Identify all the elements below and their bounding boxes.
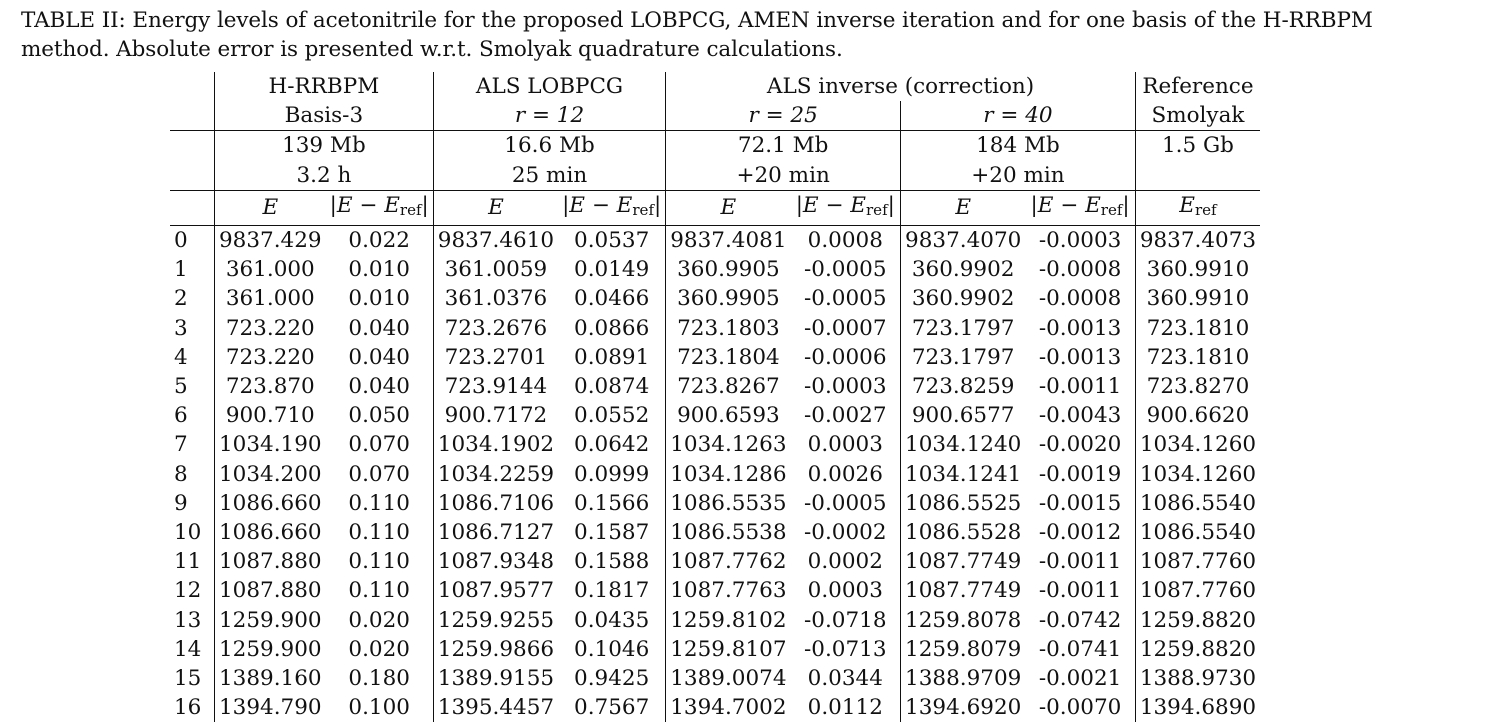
cell-lobpcg-E: 361.0376 (433, 284, 558, 313)
cell-r25-err: 0.0008 (807, 228, 883, 254)
cell-r25-E: 1087.7762 (666, 547, 791, 576)
method-als-lobpcg: ALS LOBPCG (433, 72, 665, 101)
cell-r25-err: -0.0005 (804, 286, 887, 312)
cell-lobpcg-E: 1259.9255 (433, 606, 558, 635)
cell-r40-E: 1259.8079 (901, 635, 1026, 664)
cell-lobpcg-err: 0.0999 (574, 461, 650, 487)
header-row-columns (170, 190, 1260, 225)
cell-lobpcg-E: 1086.7127 (433, 518, 558, 547)
cell-r25-E: 723.8267 (666, 372, 791, 401)
cell-hrrbpm-err: 0.022 (348, 228, 410, 254)
cell-lobpcg-E: 723.2701 (433, 343, 558, 372)
cell-r40-err: -0.0070 (1038, 695, 1122, 721)
cell-reference-E: 1034.1260 (1135, 430, 1260, 459)
cell-level-index: 8 (174, 461, 188, 487)
cell-level-index: 16 (174, 695, 202, 721)
table-row (170, 518, 1260, 547)
mem-hrrbpm: 139 Mb (215, 131, 434, 161)
cell-hrrbpm-err: 0.110 (348, 578, 410, 604)
table-row (170, 226, 1260, 256)
cell-r40-E: 1388.9709 (901, 664, 1026, 693)
cell-r25-E: 900.6593 (666, 401, 791, 430)
cell-r40-err: -0.0012 (1038, 520, 1122, 546)
cell-r40-err: -0.0003 (1038, 228, 1122, 254)
cell-hrrbpm-err: 0.040 (348, 344, 410, 370)
cell-reference-E: 1388.9730 (1135, 664, 1260, 693)
table-row (170, 489, 1260, 518)
table-row (170, 314, 1260, 343)
time-r25: +20 min (666, 161, 901, 191)
cell-hrrbpm-E: 1034.200 (215, 460, 326, 489)
cell-r25-E: 360.9905 (666, 284, 791, 313)
cell-lobpcg-err: 0.0466 (574, 286, 650, 312)
table-row (170, 430, 1260, 459)
cell-lobpcg-err: 0.1817 (574, 578, 650, 604)
energy-levels-table (170, 72, 1260, 722)
cell-level-index: 10 (174, 520, 202, 546)
cell-r25-E: 9837.4081 (666, 226, 791, 256)
col-r40-err: $|E - E_{ref}|$ (1025, 190, 1135, 225)
time-reference (1135, 161, 1260, 191)
cell-lobpcg-err: 0.9425 (574, 666, 650, 692)
cell-reference-E: 1086.5540 (1135, 518, 1260, 547)
cell-r25-E: 1389.0074 (666, 664, 791, 693)
cell-reference-E: 1087.7760 (1135, 547, 1260, 576)
cell-lobpcg-E: 1395.4457 (433, 693, 558, 722)
cell-r25-err: 0.0002 (807, 549, 883, 575)
cell-r40-err: -0.0741 (1038, 636, 1122, 662)
param-smolyak: Smolyak (1135, 101, 1260, 131)
cell-lobpcg-err: 0.0866 (574, 315, 650, 341)
table-row (170, 372, 1260, 401)
cell-lobpcg-E: 361.0059 (433, 255, 558, 284)
cell-r25-E: 723.1804 (666, 343, 791, 372)
cell-lobpcg-E: 1389.9155 (433, 664, 558, 693)
cell-r25-err: -0.0027 (804, 403, 887, 429)
cell-r40-E: 1087.7749 (901, 576, 1026, 605)
cell-reference-E: 1259.8820 (1135, 606, 1260, 635)
cell-r25-err: -0.0718 (804, 607, 887, 633)
cell-r25-E: 1086.5538 (666, 518, 791, 547)
cell-hrrbpm-err: 0.040 (348, 374, 410, 400)
cell-hrrbpm-E: 1394.790 (215, 693, 326, 722)
cell-lobpcg-E: 723.9144 (433, 372, 558, 401)
cell-r40-E: 900.6577 (901, 401, 1026, 430)
cell-hrrbpm-err: 0.020 (348, 636, 410, 662)
cell-lobpcg-E: 1034.2259 (433, 460, 558, 489)
header-row-time (170, 161, 1260, 191)
cell-level-index: 12 (174, 578, 202, 604)
cell-lobpcg-err: 0.0642 (574, 432, 650, 458)
cell-r25-E: 1034.1263 (666, 430, 791, 459)
time-lobpcg: 25 min (433, 161, 665, 191)
cell-r40-err: -0.0011 (1038, 578, 1122, 604)
time-r40: +20 min (901, 161, 1136, 191)
cell-r25-err: -0.0002 (804, 520, 887, 546)
cell-level-index: 13 (174, 607, 202, 633)
cell-reference-E: 723.1810 (1135, 314, 1260, 343)
cell-r25-E: 1087.7763 (666, 576, 791, 605)
cell-r40-err: -0.0742 (1038, 607, 1122, 633)
table-row (170, 460, 1260, 489)
col-r25-err: $|E - E_{ref}|$ (791, 190, 901, 225)
energy-table-container (170, 72, 1260, 722)
param-r12: r = 12 (433, 101, 665, 131)
cell-lobpcg-err: 0.0435 (574, 607, 650, 633)
cell-r25-err: 0.0112 (807, 695, 883, 721)
cell-level-index: 9 (174, 490, 188, 516)
cell-lobpcg-E: 1086.7106 (433, 489, 558, 518)
cell-r40-E: 9837.4070 (901, 226, 1026, 256)
cell-lobpcg-err: 0.0149 (574, 257, 650, 283)
cell-hrrbpm-err: 0.040 (348, 315, 410, 341)
table-row (170, 255, 1260, 284)
cell-r40-err: -0.0013 (1038, 344, 1122, 370)
cell-reference-E: 1394.6890 (1135, 693, 1260, 722)
header-row-memory (170, 131, 1260, 161)
cell-hrrbpm-err: 0.010 (348, 257, 410, 283)
header-row-params (170, 101, 1260, 131)
param-r40: r = 40 (901, 101, 1136, 131)
cell-lobpcg-E: 723.2676 (433, 314, 558, 343)
cell-lobpcg-err: 0.7567 (574, 695, 650, 721)
mem-lobpcg: 16.6 Mb (433, 131, 665, 161)
cell-r40-E: 1394.6920 (901, 693, 1026, 722)
cell-lobpcg-err: 0.0874 (574, 374, 650, 400)
cell-hrrbpm-E: 1259.900 (215, 635, 326, 664)
cell-hrrbpm-err: 0.020 (348, 607, 410, 633)
mem-r40: 184 Mb (901, 131, 1136, 161)
col-r25-E: E (666, 190, 791, 225)
cell-level-index: 6 (174, 403, 188, 429)
caption-line-1: TABLE II: Energy levels of acetonitrile for the proposed LOBPCG, AMEN inverse iteration and for one basis of the H-RRBPM (21, 8, 1373, 33)
cell-reference-E: 1086.5540 (1135, 489, 1260, 518)
table-caption (21, 6, 1471, 64)
cell-level-index: 7 (174, 432, 188, 458)
mem-r25: 72.1 Mb (666, 131, 901, 161)
cell-lobpcg-E: 9837.4610 (433, 226, 558, 256)
method-reference: Reference (1135, 72, 1260, 101)
cell-hrrbpm-E: 1087.880 (215, 547, 326, 576)
cell-r25-E: 1086.5535 (666, 489, 791, 518)
cell-level-index: 15 (174, 666, 202, 692)
cell-reference-E: 9837.4073 (1135, 226, 1260, 256)
cell-r40-err: -0.0011 (1038, 549, 1122, 575)
cell-reference-E: 723.1810 (1135, 343, 1260, 372)
cell-r40-E: 360.9902 (901, 255, 1026, 284)
cell-hrrbpm-E: 1259.900 (215, 606, 326, 635)
cell-lobpcg-err: 0.0537 (574, 228, 650, 254)
cell-r25-err: -0.0005 (804, 257, 887, 283)
cell-r40-err: -0.0019 (1038, 461, 1122, 487)
cell-r40-E: 1087.7749 (901, 547, 1026, 576)
cell-lobpcg-E: 1034.1902 (433, 430, 558, 459)
cell-r40-E: 1086.5525 (901, 489, 1026, 518)
cell-lobpcg-err: 0.0552 (574, 403, 650, 429)
cell-hrrbpm-err: 0.070 (348, 461, 410, 487)
cell-r25-E: 1034.1286 (666, 460, 791, 489)
cell-r40-E: 723.8259 (901, 372, 1026, 401)
cell-hrrbpm-E: 1086.660 (215, 489, 326, 518)
cell-level-index: 5 (174, 374, 188, 400)
cell-r40-err: -0.0020 (1038, 432, 1122, 458)
cell-r40-err: -0.0008 (1038, 257, 1122, 283)
cell-hrrbpm-E: 723.220 (215, 343, 326, 372)
cell-lobpcg-err: 0.1046 (574, 636, 650, 662)
cell-hrrbpm-E: 1087.880 (215, 576, 326, 605)
cell-r25-E: 360.9905 (666, 255, 791, 284)
cell-reference-E: 723.8270 (1135, 372, 1260, 401)
cell-r25-err: 0.0003 (807, 432, 883, 458)
cell-lobpcg-err: 0.0891 (574, 344, 650, 370)
table-row (170, 576, 1260, 605)
cell-r40-err: -0.0015 (1038, 490, 1122, 516)
cell-r25-err: 0.0003 (807, 578, 883, 604)
cell-r40-err: -0.0013 (1038, 315, 1122, 341)
cell-level-index: 1 (174, 257, 188, 283)
cell-r25-err: -0.0007 (804, 315, 887, 341)
cell-r25-err: -0.0713 (804, 636, 887, 662)
cell-hrrbpm-err: 0.110 (348, 520, 410, 546)
method-als-inverse: ALS inverse (correction) (666, 72, 1136, 101)
method-hrrbpm: H-RRBPM (215, 72, 434, 101)
cell-r40-E: 1259.8078 (901, 606, 1026, 635)
caption-line-2: method. Absolute error is presented w.r.t. Smolyak quadrature calculations. (21, 37, 843, 62)
cell-reference-E: 1034.1260 (1135, 460, 1260, 489)
cell-r40-E: 360.9902 (901, 284, 1026, 313)
cell-reference-E: 360.9910 (1135, 284, 1260, 313)
cell-r25-err: 0.0344 (807, 666, 883, 692)
param-r25: r = 25 (666, 101, 901, 131)
cell-hrrbpm-E: 900.710 (215, 401, 326, 430)
col-Eref: $E_{ref}$ (1135, 190, 1260, 225)
cell-lobpcg-err: 0.1588 (574, 549, 650, 575)
cell-hrrbpm-E: 1389.160 (215, 664, 326, 693)
cell-r25-err: -0.0006 (804, 344, 887, 370)
cell-r40-err: -0.0011 (1038, 374, 1122, 400)
cell-lobpcg-err: 0.1587 (574, 520, 650, 546)
col-r40-E: E (901, 190, 1026, 225)
cell-hrrbpm-err: 0.070 (348, 432, 410, 458)
cell-r40-E: 723.1797 (901, 343, 1026, 372)
col-lobpcg-err: $|E - E_{ref}|$ (558, 190, 666, 225)
cell-level-index: 0 (174, 228, 188, 254)
table-row (170, 635, 1260, 664)
cell-hrrbpm-E: 361.000 (215, 284, 326, 313)
col-hrrbpm-E: E (215, 190, 326, 225)
cell-lobpcg-E: 900.7172 (433, 401, 558, 430)
cell-hrrbpm-E: 723.220 (215, 314, 326, 343)
cell-r40-E: 1034.1240 (901, 430, 1026, 459)
table-row (170, 547, 1260, 576)
table-row (170, 401, 1260, 430)
cell-hrrbpm-E: 723.870 (215, 372, 326, 401)
table-row (170, 664, 1260, 693)
cell-r25-E: 1259.8107 (666, 635, 791, 664)
time-hrrbpm: 3.2 h (215, 161, 434, 191)
cell-hrrbpm-err: 0.010 (348, 286, 410, 312)
cell-hrrbpm-err: 0.110 (348, 549, 410, 575)
cell-hrrbpm-E: 361.000 (215, 255, 326, 284)
cell-hrrbpm-E: 9837.429 (215, 226, 326, 256)
cell-level-index: 3 (174, 315, 188, 341)
cell-level-index: 14 (174, 636, 202, 662)
cell-r40-E: 1034.1241 (901, 460, 1026, 489)
table-row (170, 343, 1260, 372)
cell-r40-E: 1086.5528 (901, 518, 1026, 547)
param-basis: Basis-3 (215, 101, 434, 131)
cell-reference-E: 1087.7760 (1135, 576, 1260, 605)
cell-r25-E: 1259.8102 (666, 606, 791, 635)
cell-level-index: 11 (174, 549, 202, 575)
cell-hrrbpm-err: 0.050 (348, 403, 410, 429)
cell-level-index: 2 (174, 286, 188, 312)
cell-r40-err: -0.0008 (1038, 286, 1122, 312)
cell-r25-err: -0.0005 (804, 490, 887, 516)
cell-reference-E: 900.6620 (1135, 401, 1260, 430)
cell-hrrbpm-E: 1034.190 (215, 430, 326, 459)
cell-hrrbpm-err: 0.180 (348, 666, 410, 692)
cell-r25-err: -0.0003 (804, 374, 887, 400)
header-row-methods (170, 72, 1260, 101)
cell-lobpcg-E: 1087.9348 (433, 547, 558, 576)
table-row (170, 284, 1260, 313)
cell-lobpcg-E: 1259.9866 (433, 635, 558, 664)
cell-hrrbpm-err: 0.100 (348, 695, 410, 721)
cell-r25-E: 1394.7002 (666, 693, 791, 722)
cell-hrrbpm-E: 1086.660 (215, 518, 326, 547)
cell-r40-E: 723.1797 (901, 314, 1026, 343)
cell-r40-err: -0.0043 (1038, 403, 1122, 429)
cell-r40-err: -0.0021 (1038, 666, 1122, 692)
cell-lobpcg-err: 0.1566 (574, 490, 650, 516)
cell-hrrbpm-err: 0.110 (348, 490, 410, 516)
cell-r25-err: 0.0026 (807, 461, 883, 487)
col-lobpcg-E: E (433, 190, 558, 225)
cell-r25-E: 723.1803 (666, 314, 791, 343)
cell-reference-E: 360.9910 (1135, 255, 1260, 284)
cell-level-index: 4 (174, 344, 188, 370)
table-row (170, 606, 1260, 635)
cell-reference-E: 1259.8820 (1135, 635, 1260, 664)
col-hrrbpm-err: $|E - E_{ref}|$ (326, 190, 434, 225)
mem-reference: 1.5 Gb (1135, 131, 1260, 161)
cell-lobpcg-E: 1087.9577 (433, 576, 558, 605)
